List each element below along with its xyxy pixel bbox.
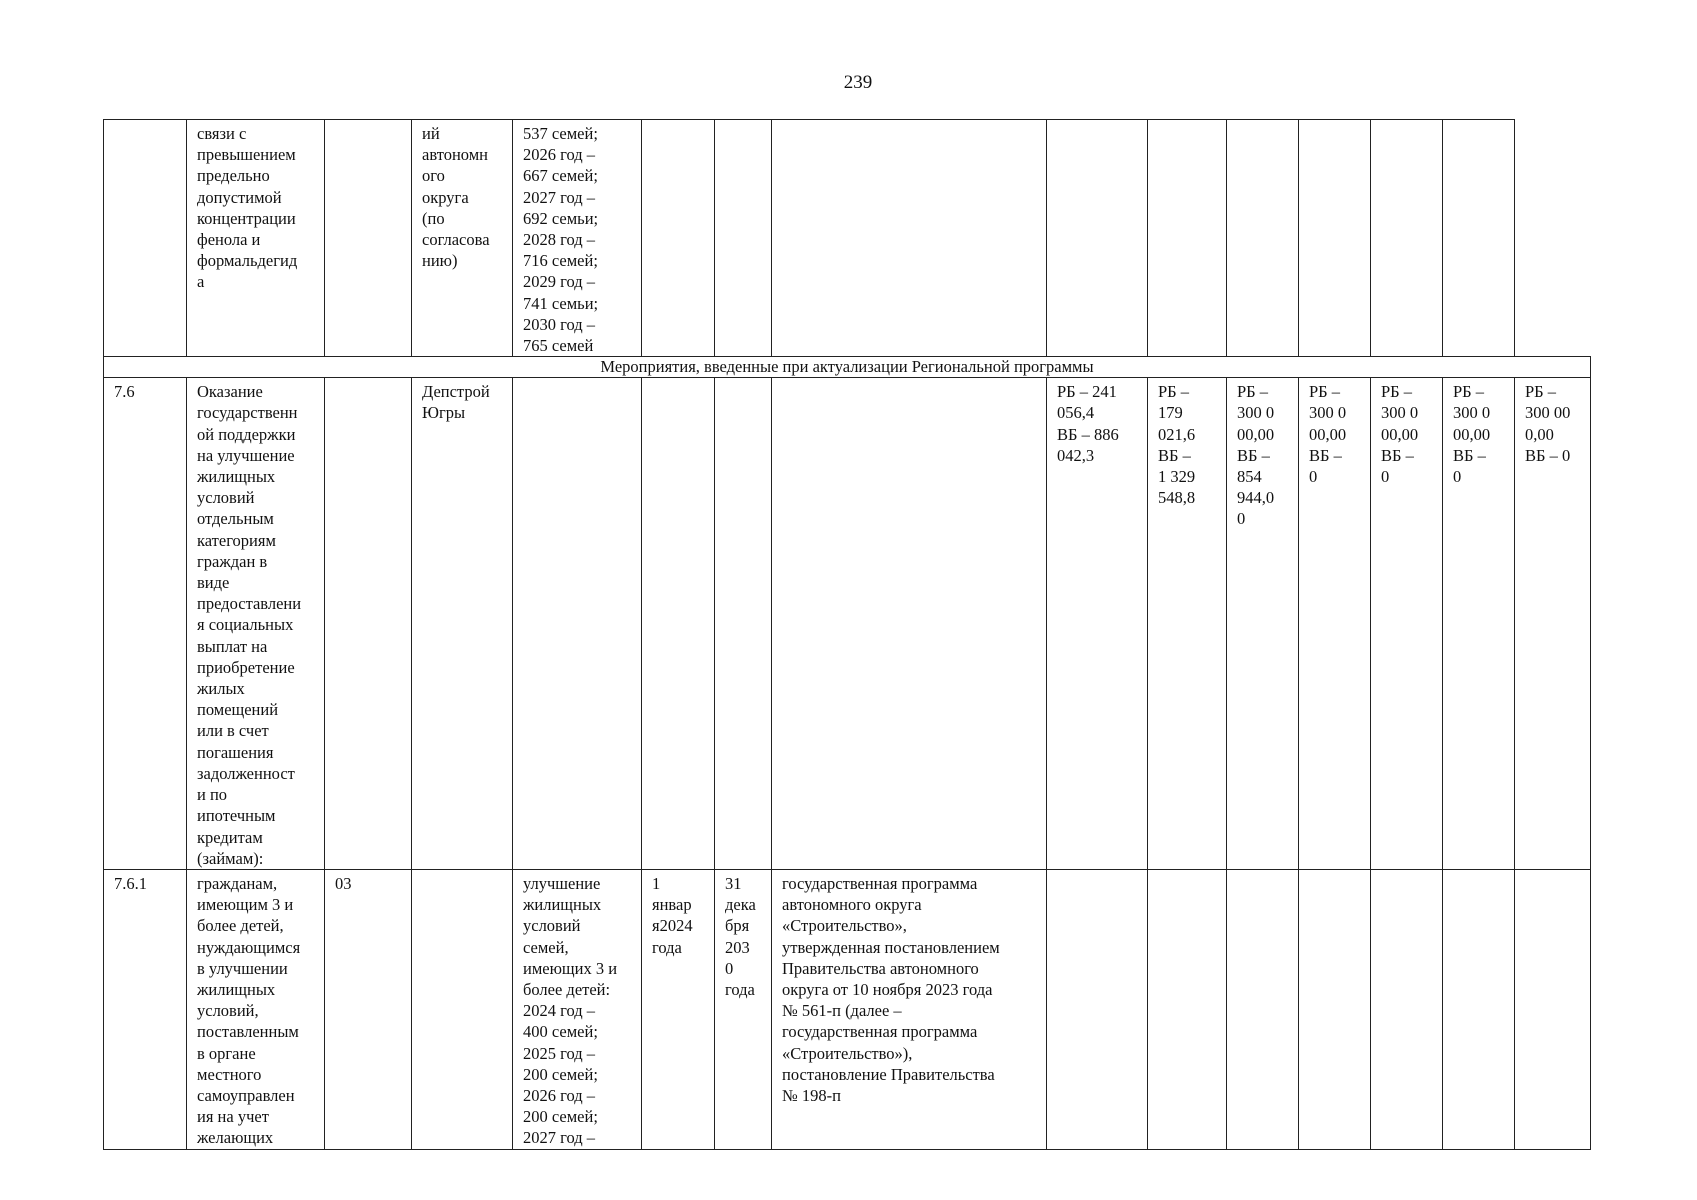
cell-line: 7.6	[114, 382, 135, 402]
cell-line: помещений	[197, 700, 279, 720]
cell-line: 203	[725, 937, 750, 957]
cell-line: или в счет	[197, 721, 269, 741]
table-row	[104, 120, 1591, 357]
program-table	[103, 119, 1591, 1150]
page-number: 239	[843, 72, 873, 93]
cell-line: 0	[1237, 509, 1246, 529]
cell-line: 692 семьи;	[523, 208, 599, 228]
cell-line: условий,	[197, 1001, 259, 1021]
cell-line: 2028 год –	[523, 230, 596, 250]
cell-line: 0	[1309, 467, 1318, 487]
cell-line: поставленным	[197, 1022, 299, 1042]
cell-line: желающих	[197, 1128, 274, 1148]
cell-line: жилищных	[523, 895, 602, 915]
cell-line: более детей,	[197, 916, 284, 936]
cell-line: 056,4	[1057, 403, 1095, 423]
cell-line: РБ –	[1453, 382, 1485, 402]
cell-line: превышением	[197, 145, 296, 165]
cell-line: семей,	[523, 937, 569, 957]
table-cell	[104, 120, 187, 357]
table-cell	[412, 120, 513, 357]
cell-line: условий	[197, 488, 255, 508]
table-cell	[104, 869, 187, 1149]
cell-line: гражданам,	[197, 873, 278, 893]
cell-line: 2029 год –	[523, 272, 596, 292]
table-cell	[187, 378, 325, 870]
cell-line: РБ –	[1525, 382, 1557, 402]
cell-line: предоставлени	[197, 594, 302, 614]
cell-line: РБ – 241	[1057, 382, 1117, 402]
cell-line: на улучшение	[197, 445, 295, 465]
cell-line: я2024	[652, 916, 693, 936]
table-cell	[187, 120, 325, 357]
cell-line: условий	[523, 916, 581, 936]
cell-line: имеющим 3 и	[197, 895, 294, 915]
table-cell	[1047, 378, 1148, 870]
table-cell	[1148, 378, 1227, 870]
cell-line: округа	[422, 187, 469, 207]
cell-line: улучшение	[523, 873, 601, 893]
cell-line: (займам):	[197, 848, 264, 868]
table-cell	[412, 869, 513, 1149]
cell-line: в улучшении	[197, 958, 288, 978]
cell-line: дека	[725, 895, 756, 915]
cell-line: фенола и	[197, 230, 261, 250]
cell-line: 0	[1453, 467, 1462, 487]
cell-line: утвержденная постановлением	[782, 937, 1000, 957]
cell-line: Югры	[422, 403, 466, 423]
cell-line: ВБ –	[1453, 445, 1486, 465]
table-cell	[715, 120, 772, 357]
cell-line: виде	[197, 573, 230, 593]
cell-line: 200 семей;	[523, 1107, 598, 1127]
table-cell	[1148, 120, 1227, 357]
cell-line: допустимой	[197, 187, 282, 207]
cell-line: Оказание	[197, 382, 263, 402]
table-cell	[104, 378, 187, 870]
table-cell	[513, 869, 642, 1149]
table-cell	[1299, 378, 1371, 870]
cell-line: 00,00	[1453, 424, 1491, 444]
table-cell	[1443, 120, 1515, 357]
cell-line: 300 0	[1381, 403, 1419, 423]
cell-line: 00,00	[1309, 424, 1347, 444]
cell-line: Депстрой	[422, 382, 490, 402]
table-cell	[715, 378, 772, 870]
table-row	[104, 378, 1591, 870]
table-cell	[1299, 869, 1371, 1149]
table-cell	[325, 120, 412, 357]
cell-line: жилищных	[197, 979, 276, 999]
section-row	[104, 357, 1591, 378]
table-cell	[772, 378, 1047, 870]
cell-line: ия на учет	[197, 1107, 269, 1127]
table-cell	[1227, 378, 1299, 870]
cell-line: 00,00	[1237, 424, 1275, 444]
cell-line: 2027 год –	[523, 187, 596, 207]
cell-line: постановление Правительства	[782, 1064, 995, 1084]
cell-line: 300 0	[1309, 403, 1347, 423]
cell-line: 1 329	[1158, 467, 1196, 487]
table-cell	[1371, 378, 1443, 870]
cell-line: 548,8	[1158, 488, 1196, 508]
table-cell	[642, 378, 715, 870]
cell-line: ВБ –	[1381, 445, 1414, 465]
cell-line: 2026 год –	[523, 145, 596, 165]
cell-line: предельно	[197, 166, 270, 186]
cell-line: 0	[725, 958, 734, 978]
cell-line: кредитам	[197, 827, 263, 847]
cell-line: погашения	[197, 742, 274, 762]
table-cell	[642, 120, 715, 357]
cell-line: а	[197, 272, 205, 292]
cell-line: бря	[725, 916, 750, 936]
cell-line: ВБ –	[1309, 445, 1342, 465]
cell-line: государственн	[197, 403, 298, 423]
table-cell	[513, 120, 642, 357]
cell-line: Правительства автономного	[782, 958, 979, 978]
cell-line: отдельным	[197, 509, 274, 529]
cell-line: местного	[197, 1064, 262, 1084]
table-cell	[187, 869, 325, 1149]
cell-line: 944,0	[1237, 488, 1275, 508]
cell-line: 716 семей;	[523, 251, 598, 271]
cell-line: 200 семей;	[523, 1064, 598, 1084]
cell-line: 2024 год –	[523, 1001, 596, 1021]
cell-line: «Строительство»,	[782, 916, 907, 936]
cell-line: № 561-п (далее –	[782, 1001, 902, 1021]
cell-line: ого	[422, 166, 445, 186]
table-cell	[642, 869, 715, 1149]
cell-line: и по	[197, 785, 228, 805]
cell-line: ВБ – 0	[1525, 445, 1571, 465]
cell-line: 0,00	[1525, 424, 1554, 444]
cell-line: 2025 год –	[523, 1043, 596, 1063]
cell-line: концентрации	[197, 208, 296, 228]
cell-line: 03	[335, 873, 352, 893]
table-cell	[1227, 120, 1299, 357]
cell-line: жилищных	[197, 467, 276, 487]
cell-line: я социальных	[197, 615, 294, 635]
cell-line: жилых	[197, 679, 245, 699]
cell-line: ВБ –	[1237, 445, 1270, 465]
cell-line: государственная программа	[782, 1022, 978, 1042]
cell-line: ВБ –	[1158, 445, 1191, 465]
cell-line: 854	[1237, 467, 1262, 487]
table-cell	[1047, 869, 1148, 1149]
cell-line: 765 семей	[523, 336, 594, 356]
table-cell	[1148, 869, 1227, 1149]
cell-line: связи с	[197, 124, 247, 143]
table-cell	[325, 869, 412, 1149]
table-cell	[1443, 869, 1515, 1149]
cell-line: автономного округа	[782, 895, 922, 915]
cell-line: ВБ – 886	[1057, 424, 1119, 444]
table-cell	[1515, 378, 1591, 870]
cell-line: 537 семей;	[523, 124, 598, 143]
cell-line: года	[725, 979, 755, 999]
table-cell	[1371, 869, 1443, 1149]
cell-line: самоуправлен	[197, 1085, 295, 1105]
table-cell	[1371, 120, 1443, 357]
cell-line: нуждающимся	[197, 937, 301, 957]
table-cell	[513, 378, 642, 870]
cell-line: автономн	[422, 145, 488, 165]
cell-line: (по	[422, 208, 445, 228]
cell-line: 741 семьи;	[523, 293, 599, 313]
table-cell	[772, 120, 1047, 357]
cell-line: выплат на	[197, 636, 268, 656]
cell-line: ипотечным	[197, 806, 276, 826]
cell-line: 300 00	[1525, 403, 1571, 423]
cell-line: приобретение	[197, 657, 295, 677]
cell-line: 31	[725, 873, 742, 893]
cell-line: 2026 год –	[523, 1085, 596, 1105]
table-cell	[412, 378, 513, 870]
table-cell	[1443, 378, 1515, 870]
cell-line: 400 семей;	[523, 1022, 598, 1042]
cell-line: имеющих 3 и	[523, 958, 618, 978]
cell-line: 00,00	[1381, 424, 1419, 444]
table-row	[104, 869, 1591, 1149]
cell-line: 7.6.1	[114, 873, 147, 893]
cell-line: 0	[1381, 467, 1390, 487]
cell-line: более детей:	[523, 979, 611, 999]
cell-line: РБ –	[1381, 382, 1413, 402]
cell-line: государственная программа	[782, 873, 978, 893]
cell-line: 021,6	[1158, 424, 1196, 444]
cell-line: № 198-п	[782, 1085, 841, 1105]
cell-line: РБ –	[1237, 382, 1269, 402]
cell-line: 1	[652, 873, 661, 893]
cell-line: 2030 год –	[523, 314, 596, 334]
cell-line: 179	[1158, 403, 1183, 423]
cell-line: 667 семей;	[523, 166, 598, 186]
cell-line: 2027 год –	[523, 1128, 596, 1148]
table-cell	[772, 869, 1047, 1149]
cell-line: граждан в	[197, 551, 268, 571]
table-cell	[1515, 869, 1591, 1149]
cell-line: нию)	[422, 251, 458, 271]
cell-line: 300 0	[1453, 403, 1491, 423]
cell-line: 042,3	[1057, 445, 1095, 465]
cell-line: в органе	[197, 1043, 256, 1063]
table-cell	[325, 378, 412, 870]
cell-line: ий	[422, 124, 440, 143]
cell-line: «Строительство»),	[782, 1043, 913, 1063]
section-heading: Мероприятия, введенные при актуализации Региональной программы	[104, 357, 1591, 378]
cell-line: года	[652, 937, 682, 957]
table-cell	[1227, 869, 1299, 1149]
cell-line: округа от 10 ноября 2023 года	[782, 979, 993, 999]
cell-line: 300 0	[1237, 403, 1275, 423]
table-cell	[1299, 120, 1371, 357]
table-cell	[715, 869, 772, 1149]
cell-line: ой поддержки	[197, 424, 296, 444]
cell-line: январ	[652, 895, 692, 915]
cell-line: задолженност	[197, 763, 295, 783]
cell-line: формальдегид	[197, 251, 298, 271]
cell-line: согласова	[422, 230, 490, 250]
cell-line: РБ –	[1158, 382, 1190, 402]
cell-line: РБ –	[1309, 382, 1341, 402]
cell-line: категориям	[197, 530, 276, 550]
table-cell	[1047, 120, 1148, 357]
